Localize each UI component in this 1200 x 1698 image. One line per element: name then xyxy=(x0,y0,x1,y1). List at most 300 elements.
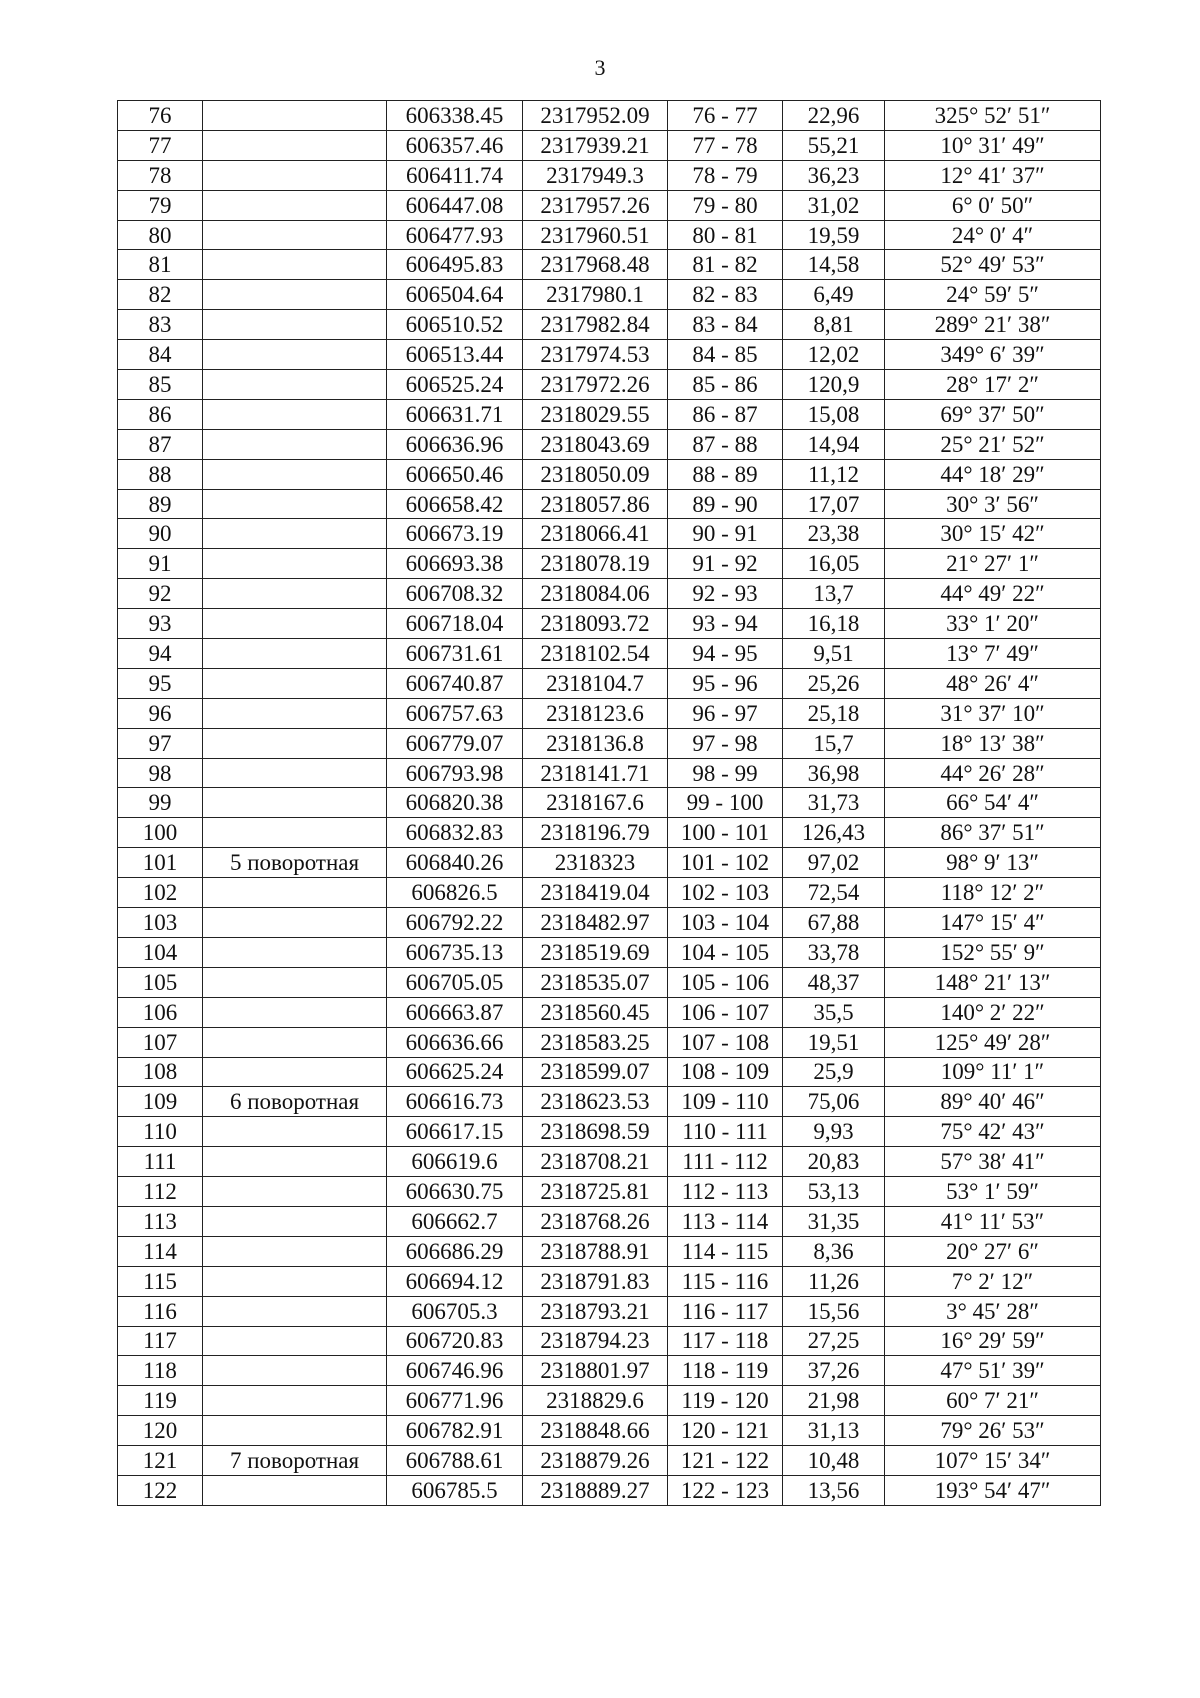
x-coordinate-cell: 606411.74 xyxy=(387,160,523,190)
x-coordinate-cell: 606785.5 xyxy=(387,1475,523,1505)
y-coordinate-cell: 2318879.26 xyxy=(523,1446,668,1476)
y-coordinate-cell: 2318057.86 xyxy=(523,489,668,519)
table-row xyxy=(118,1386,1101,1416)
point-number-cell: 103 xyxy=(118,908,203,938)
y-coordinate-cell: 2317957.26 xyxy=(523,190,668,220)
bearing-cell: 140° 2′ 22″ xyxy=(885,997,1101,1027)
point-number-cell: 84 xyxy=(118,340,203,370)
table-row xyxy=(118,1087,1101,1117)
point-type-cell xyxy=(203,878,387,908)
distance-cell: 37,26 xyxy=(783,1356,885,1386)
distance-cell: 15,7 xyxy=(783,728,885,758)
table-row xyxy=(118,1416,1101,1446)
table-row xyxy=(118,489,1101,519)
segment-cell: 105 - 106 xyxy=(668,967,783,997)
x-coordinate-cell: 606705.3 xyxy=(387,1296,523,1326)
point-number-cell: 122 xyxy=(118,1475,203,1505)
distance-cell: 25,26 xyxy=(783,668,885,698)
point-type-cell xyxy=(203,937,387,967)
x-coordinate-cell: 606636.96 xyxy=(387,429,523,459)
table-row xyxy=(118,549,1101,579)
point-type-cell xyxy=(203,1475,387,1505)
point-number-cell: 93 xyxy=(118,609,203,639)
y-coordinate-cell: 2318848.66 xyxy=(523,1416,668,1446)
distance-cell: 35,5 xyxy=(783,997,885,1027)
point-type-cell xyxy=(203,1296,387,1326)
segment-cell: 120 - 121 xyxy=(668,1416,783,1446)
distance-cell: 31,73 xyxy=(783,788,885,818)
y-coordinate-cell: 2318084.06 xyxy=(523,579,668,609)
x-coordinate-cell: 606673.19 xyxy=(387,519,523,549)
point-type-cell xyxy=(203,1117,387,1147)
table-row xyxy=(118,997,1101,1027)
distance-cell: 12,02 xyxy=(783,340,885,370)
point-number-cell: 115 xyxy=(118,1266,203,1296)
point-type-cell xyxy=(203,967,387,997)
point-type-cell: 7 поворотная xyxy=(203,1446,387,1476)
point-number-cell: 97 xyxy=(118,728,203,758)
x-coordinate-cell: 606779.07 xyxy=(387,728,523,758)
y-coordinate-cell: 2318698.59 xyxy=(523,1117,668,1147)
point-number-cell: 85 xyxy=(118,370,203,400)
point-type-cell xyxy=(203,1027,387,1057)
table-row xyxy=(118,698,1101,728)
point-number-cell: 88 xyxy=(118,459,203,489)
point-type-cell xyxy=(203,220,387,250)
point-number-cell: 110 xyxy=(118,1117,203,1147)
y-coordinate-cell: 2318323 xyxy=(523,848,668,878)
bearing-cell: 25° 21′ 52″ xyxy=(885,429,1101,459)
bearing-cell: 53° 1′ 59″ xyxy=(885,1177,1101,1207)
table-row xyxy=(118,220,1101,250)
distance-cell: 16,05 xyxy=(783,549,885,579)
x-coordinate-cell: 606720.83 xyxy=(387,1326,523,1356)
y-coordinate-cell: 2318535.07 xyxy=(523,967,668,997)
point-number-cell: 92 xyxy=(118,579,203,609)
point-number-cell: 83 xyxy=(118,310,203,340)
y-coordinate-cell: 2318829.6 xyxy=(523,1386,668,1416)
x-coordinate-cell: 606495.83 xyxy=(387,250,523,280)
table-row xyxy=(118,788,1101,818)
table-row xyxy=(118,1177,1101,1207)
bearing-cell: 89° 40′ 46″ xyxy=(885,1087,1101,1117)
x-coordinate-cell: 606513.44 xyxy=(387,340,523,370)
y-coordinate-cell: 2318093.72 xyxy=(523,609,668,639)
point-number-cell: 105 xyxy=(118,967,203,997)
segment-cell: 100 - 101 xyxy=(668,818,783,848)
point-type-cell xyxy=(203,190,387,220)
table-row xyxy=(118,818,1101,848)
x-coordinate-cell: 606735.13 xyxy=(387,937,523,967)
bearing-cell: 16° 29′ 59″ xyxy=(885,1326,1101,1356)
distance-cell: 75,06 xyxy=(783,1087,885,1117)
bearing-cell: 28° 17′ 2″ xyxy=(885,370,1101,400)
distance-cell: 33,78 xyxy=(783,937,885,967)
point-type-cell xyxy=(203,1147,387,1177)
segment-cell: 116 - 117 xyxy=(668,1296,783,1326)
y-coordinate-cell: 2317952.09 xyxy=(523,101,668,131)
table-row xyxy=(118,130,1101,160)
distance-cell: 67,88 xyxy=(783,908,885,938)
point-type-cell xyxy=(203,1326,387,1356)
x-coordinate-cell: 606663.87 xyxy=(387,997,523,1027)
segment-cell: 84 - 85 xyxy=(668,340,783,370)
segment-cell: 96 - 97 xyxy=(668,698,783,728)
segment-cell: 76 - 77 xyxy=(668,101,783,131)
y-coordinate-cell: 2318793.21 xyxy=(523,1296,668,1326)
distance-cell: 14,94 xyxy=(783,429,885,459)
table-row xyxy=(118,340,1101,370)
point-number-cell: 109 xyxy=(118,1087,203,1117)
segment-cell: 83 - 84 xyxy=(668,310,783,340)
segment-cell: 110 - 111 xyxy=(668,1117,783,1147)
segment-cell: 89 - 90 xyxy=(668,489,783,519)
point-type-cell xyxy=(203,728,387,758)
table-row xyxy=(118,1446,1101,1476)
point-type-cell xyxy=(203,1416,387,1446)
point-type-cell xyxy=(203,698,387,728)
distance-cell: 31,13 xyxy=(783,1416,885,1446)
table-row xyxy=(118,190,1101,220)
point-type-cell xyxy=(203,1386,387,1416)
x-coordinate-cell: 606658.42 xyxy=(387,489,523,519)
point-number-cell: 90 xyxy=(118,519,203,549)
segment-cell: 94 - 95 xyxy=(668,639,783,669)
point-type-cell xyxy=(203,788,387,818)
bearing-cell: 147° 15′ 4″ xyxy=(885,908,1101,938)
distance-cell: 53,13 xyxy=(783,1177,885,1207)
y-coordinate-cell: 2318141.71 xyxy=(523,758,668,788)
distance-cell: 31,35 xyxy=(783,1206,885,1236)
point-number-cell: 80 xyxy=(118,220,203,250)
point-type-cell xyxy=(203,519,387,549)
table-row xyxy=(118,429,1101,459)
point-type-cell xyxy=(203,758,387,788)
segment-cell: 78 - 79 xyxy=(668,160,783,190)
x-coordinate-cell: 606650.46 xyxy=(387,459,523,489)
distance-cell: 11,12 xyxy=(783,459,885,489)
distance-cell: 19,59 xyxy=(783,220,885,250)
point-number-cell: 98 xyxy=(118,758,203,788)
y-coordinate-cell: 2318599.07 xyxy=(523,1057,668,1087)
y-coordinate-cell: 2318788.91 xyxy=(523,1236,668,1266)
bearing-cell: 44° 49′ 22″ xyxy=(885,579,1101,609)
segment-cell: 92 - 93 xyxy=(668,579,783,609)
segment-cell: 80 - 81 xyxy=(668,220,783,250)
y-coordinate-cell: 2318167.6 xyxy=(523,788,668,818)
table-row xyxy=(118,579,1101,609)
y-coordinate-cell: 2318029.55 xyxy=(523,399,668,429)
point-number-cell: 113 xyxy=(118,1206,203,1236)
bearing-cell: 30° 3′ 56″ xyxy=(885,489,1101,519)
segment-cell: 121 - 122 xyxy=(668,1446,783,1476)
y-coordinate-cell: 2318519.69 xyxy=(523,937,668,967)
y-coordinate-cell: 2318066.41 xyxy=(523,519,668,549)
table-row xyxy=(118,1117,1101,1147)
bearing-cell: 3° 45′ 28″ xyxy=(885,1296,1101,1326)
point-type-cell xyxy=(203,579,387,609)
point-number-cell: 116 xyxy=(118,1296,203,1326)
x-coordinate-cell: 606504.64 xyxy=(387,280,523,310)
point-number-cell: 112 xyxy=(118,1177,203,1207)
x-coordinate-cell: 606788.61 xyxy=(387,1446,523,1476)
table-row xyxy=(118,310,1101,340)
coordinates-table xyxy=(117,100,1101,1506)
segment-cell: 95 - 96 xyxy=(668,668,783,698)
y-coordinate-cell: 2317972.26 xyxy=(523,370,668,400)
x-coordinate-cell: 606662.7 xyxy=(387,1206,523,1236)
table-row xyxy=(118,878,1101,908)
distance-cell: 36,98 xyxy=(783,758,885,788)
segment-cell: 115 - 116 xyxy=(668,1266,783,1296)
distance-cell: 13,7 xyxy=(783,579,885,609)
point-type-cell xyxy=(203,399,387,429)
segment-cell: 77 - 78 xyxy=(668,130,783,160)
y-coordinate-cell: 2318708.21 xyxy=(523,1147,668,1177)
table-row xyxy=(118,1147,1101,1177)
point-number-cell: 107 xyxy=(118,1027,203,1057)
y-coordinate-cell: 2318043.69 xyxy=(523,429,668,459)
segment-cell: 90 - 91 xyxy=(668,519,783,549)
distance-cell: 14,58 xyxy=(783,250,885,280)
table-row xyxy=(118,668,1101,698)
point-type-cell xyxy=(203,639,387,669)
segment-cell: 101 - 102 xyxy=(668,848,783,878)
distance-cell: 21,98 xyxy=(783,1386,885,1416)
x-coordinate-cell: 606525.24 xyxy=(387,370,523,400)
x-coordinate-cell: 606757.63 xyxy=(387,698,523,728)
bearing-cell: 41° 11′ 53″ xyxy=(885,1206,1101,1236)
point-number-cell: 108 xyxy=(118,1057,203,1087)
segment-cell: 93 - 94 xyxy=(668,609,783,639)
bearing-cell: 44° 18′ 29″ xyxy=(885,459,1101,489)
table-row xyxy=(118,1326,1101,1356)
segment-cell: 99 - 100 xyxy=(668,788,783,818)
point-number-cell: 101 xyxy=(118,848,203,878)
point-type-cell xyxy=(203,549,387,579)
point-number-cell: 117 xyxy=(118,1326,203,1356)
point-number-cell: 86 xyxy=(118,399,203,429)
table-row xyxy=(118,609,1101,639)
segment-cell: 117 - 118 xyxy=(668,1326,783,1356)
point-number-cell: 77 xyxy=(118,130,203,160)
x-coordinate-cell: 606746.96 xyxy=(387,1356,523,1386)
x-coordinate-cell: 606693.38 xyxy=(387,549,523,579)
bearing-cell: 12° 41′ 37″ xyxy=(885,160,1101,190)
x-coordinate-cell: 606793.98 xyxy=(387,758,523,788)
y-coordinate-cell: 2318725.81 xyxy=(523,1177,668,1207)
bearing-cell: 21° 27′ 1″ xyxy=(885,549,1101,579)
distance-cell: 11,26 xyxy=(783,1266,885,1296)
x-coordinate-cell: 606820.38 xyxy=(387,788,523,818)
point-type-cell xyxy=(203,1057,387,1087)
bearing-cell: 47° 51′ 39″ xyxy=(885,1356,1101,1386)
x-coordinate-cell: 606619.6 xyxy=(387,1147,523,1177)
bearing-cell: 325° 52′ 51″ xyxy=(885,101,1101,131)
bearing-cell: 13° 7′ 49″ xyxy=(885,639,1101,669)
point-type-cell xyxy=(203,1356,387,1386)
point-type-cell xyxy=(203,101,387,131)
bearing-cell: 57° 38′ 41″ xyxy=(885,1147,1101,1177)
x-coordinate-cell: 606731.61 xyxy=(387,639,523,669)
distance-cell: 13,56 xyxy=(783,1475,885,1505)
segment-cell: 82 - 83 xyxy=(668,280,783,310)
bearing-cell: 24° 59′ 5″ xyxy=(885,280,1101,310)
bearing-cell: 31° 37′ 10″ xyxy=(885,698,1101,728)
distance-cell: 20,83 xyxy=(783,1147,885,1177)
distance-cell: 10,48 xyxy=(783,1446,885,1476)
bearing-cell: 7° 2′ 12″ xyxy=(885,1266,1101,1296)
bearing-cell: 18° 13′ 38″ xyxy=(885,728,1101,758)
point-number-cell: 96 xyxy=(118,698,203,728)
table-row xyxy=(118,908,1101,938)
distance-cell: 27,25 xyxy=(783,1326,885,1356)
x-coordinate-cell: 606782.91 xyxy=(387,1416,523,1446)
x-coordinate-cell: 606630.75 xyxy=(387,1177,523,1207)
point-type-cell xyxy=(203,1266,387,1296)
bearing-cell: 107° 15′ 34″ xyxy=(885,1446,1101,1476)
table-row xyxy=(118,1027,1101,1057)
point-number-cell: 81 xyxy=(118,250,203,280)
point-type-cell xyxy=(203,818,387,848)
y-coordinate-cell: 2317974.53 xyxy=(523,340,668,370)
y-coordinate-cell: 2318560.45 xyxy=(523,997,668,1027)
distance-cell: 15,56 xyxy=(783,1296,885,1326)
distance-cell: 15,08 xyxy=(783,399,885,429)
distance-cell: 8,36 xyxy=(783,1236,885,1266)
point-number-cell: 120 xyxy=(118,1416,203,1446)
x-coordinate-cell: 606631.71 xyxy=(387,399,523,429)
point-number-cell: 104 xyxy=(118,937,203,967)
segment-cell: 106 - 107 xyxy=(668,997,783,1027)
distance-cell: 8,81 xyxy=(783,310,885,340)
point-type-cell xyxy=(203,130,387,160)
point-number-cell: 94 xyxy=(118,639,203,669)
x-coordinate-cell: 606826.5 xyxy=(387,878,523,908)
x-coordinate-cell: 606686.29 xyxy=(387,1236,523,1266)
distance-cell: 19,51 xyxy=(783,1027,885,1057)
distance-cell: 97,02 xyxy=(783,848,885,878)
segment-cell: 88 - 89 xyxy=(668,459,783,489)
distance-cell: 48,37 xyxy=(783,967,885,997)
point-type-cell xyxy=(203,609,387,639)
table-row xyxy=(118,1475,1101,1505)
point-number-cell: 95 xyxy=(118,668,203,698)
point-number-cell: 119 xyxy=(118,1386,203,1416)
distance-cell: 6,49 xyxy=(783,280,885,310)
bearing-cell: 10° 31′ 49″ xyxy=(885,130,1101,160)
distance-cell: 36,23 xyxy=(783,160,885,190)
point-number-cell: 106 xyxy=(118,997,203,1027)
segment-cell: 107 - 108 xyxy=(668,1027,783,1057)
segment-cell: 103 - 104 xyxy=(668,908,783,938)
x-coordinate-cell: 606694.12 xyxy=(387,1266,523,1296)
point-number-cell: 100 xyxy=(118,818,203,848)
bearing-cell: 193° 54′ 47″ xyxy=(885,1475,1101,1505)
segment-cell: 108 - 109 xyxy=(668,1057,783,1087)
bearing-cell: 79° 26′ 53″ xyxy=(885,1416,1101,1446)
segment-cell: 91 - 92 xyxy=(668,549,783,579)
point-type-cell xyxy=(203,1236,387,1266)
y-coordinate-cell: 2318583.25 xyxy=(523,1027,668,1057)
table-row xyxy=(118,1236,1101,1266)
point-number-cell: 79 xyxy=(118,190,203,220)
distance-cell: 25,9 xyxy=(783,1057,885,1087)
x-coordinate-cell: 606705.05 xyxy=(387,967,523,997)
x-coordinate-cell: 606771.96 xyxy=(387,1386,523,1416)
table-row xyxy=(118,728,1101,758)
x-coordinate-cell: 606357.46 xyxy=(387,130,523,160)
y-coordinate-cell: 2317949.3 xyxy=(523,160,668,190)
point-type-cell xyxy=(203,280,387,310)
point-type-cell xyxy=(203,340,387,370)
point-type-cell xyxy=(203,310,387,340)
y-coordinate-cell: 2318196.79 xyxy=(523,818,668,848)
point-number-cell: 91 xyxy=(118,549,203,579)
point-type-cell xyxy=(203,1177,387,1207)
table-row xyxy=(118,758,1101,788)
y-coordinate-cell: 2318482.97 xyxy=(523,908,668,938)
point-number-cell: 76 xyxy=(118,101,203,131)
distance-cell: 55,21 xyxy=(783,130,885,160)
table-row xyxy=(118,101,1101,131)
point-number-cell: 89 xyxy=(118,489,203,519)
segment-cell: 85 - 86 xyxy=(668,370,783,400)
table-row xyxy=(118,1057,1101,1087)
bearing-cell: 66° 54′ 4″ xyxy=(885,788,1101,818)
coordinates-table-body xyxy=(118,101,1101,1506)
table-row xyxy=(118,1356,1101,1386)
table-row xyxy=(118,848,1101,878)
segment-cell: 86 - 87 xyxy=(668,399,783,429)
distance-cell: 31,02 xyxy=(783,190,885,220)
x-coordinate-cell: 606832.83 xyxy=(387,818,523,848)
segment-cell: 104 - 105 xyxy=(668,937,783,967)
y-coordinate-cell: 2317960.51 xyxy=(523,220,668,250)
y-coordinate-cell: 2318050.09 xyxy=(523,459,668,489)
distance-cell: 126,43 xyxy=(783,818,885,848)
x-coordinate-cell: 606625.24 xyxy=(387,1057,523,1087)
table-row xyxy=(118,639,1101,669)
distance-cell: 72,54 xyxy=(783,878,885,908)
segment-cell: 114 - 115 xyxy=(668,1236,783,1266)
point-number-cell: 121 xyxy=(118,1446,203,1476)
segment-cell: 81 - 82 xyxy=(668,250,783,280)
point-number-cell: 111 xyxy=(118,1147,203,1177)
point-type-cell: 5 поворотная xyxy=(203,848,387,878)
y-coordinate-cell: 2318768.26 xyxy=(523,1206,668,1236)
point-number-cell: 82 xyxy=(118,280,203,310)
segment-cell: 112 - 113 xyxy=(668,1177,783,1207)
bearing-cell: 109° 11′ 1″ xyxy=(885,1057,1101,1087)
y-coordinate-cell: 2318078.19 xyxy=(523,549,668,579)
y-coordinate-cell: 2318791.83 xyxy=(523,1266,668,1296)
segment-cell: 87 - 88 xyxy=(668,429,783,459)
point-number-cell: 78 xyxy=(118,160,203,190)
bearing-cell: 60° 7′ 21″ xyxy=(885,1386,1101,1416)
table-row xyxy=(118,160,1101,190)
distance-cell: 23,38 xyxy=(783,519,885,549)
page-number: 3 xyxy=(594,55,606,80)
table-row xyxy=(118,519,1101,549)
segment-cell: 122 - 123 xyxy=(668,1475,783,1505)
x-coordinate-cell: 606447.08 xyxy=(387,190,523,220)
x-coordinate-cell: 606616.73 xyxy=(387,1087,523,1117)
y-coordinate-cell: 2318136.8 xyxy=(523,728,668,758)
x-coordinate-cell: 606840.26 xyxy=(387,848,523,878)
point-number-cell: 114 xyxy=(118,1236,203,1266)
distance-cell: 9,51 xyxy=(783,639,885,669)
